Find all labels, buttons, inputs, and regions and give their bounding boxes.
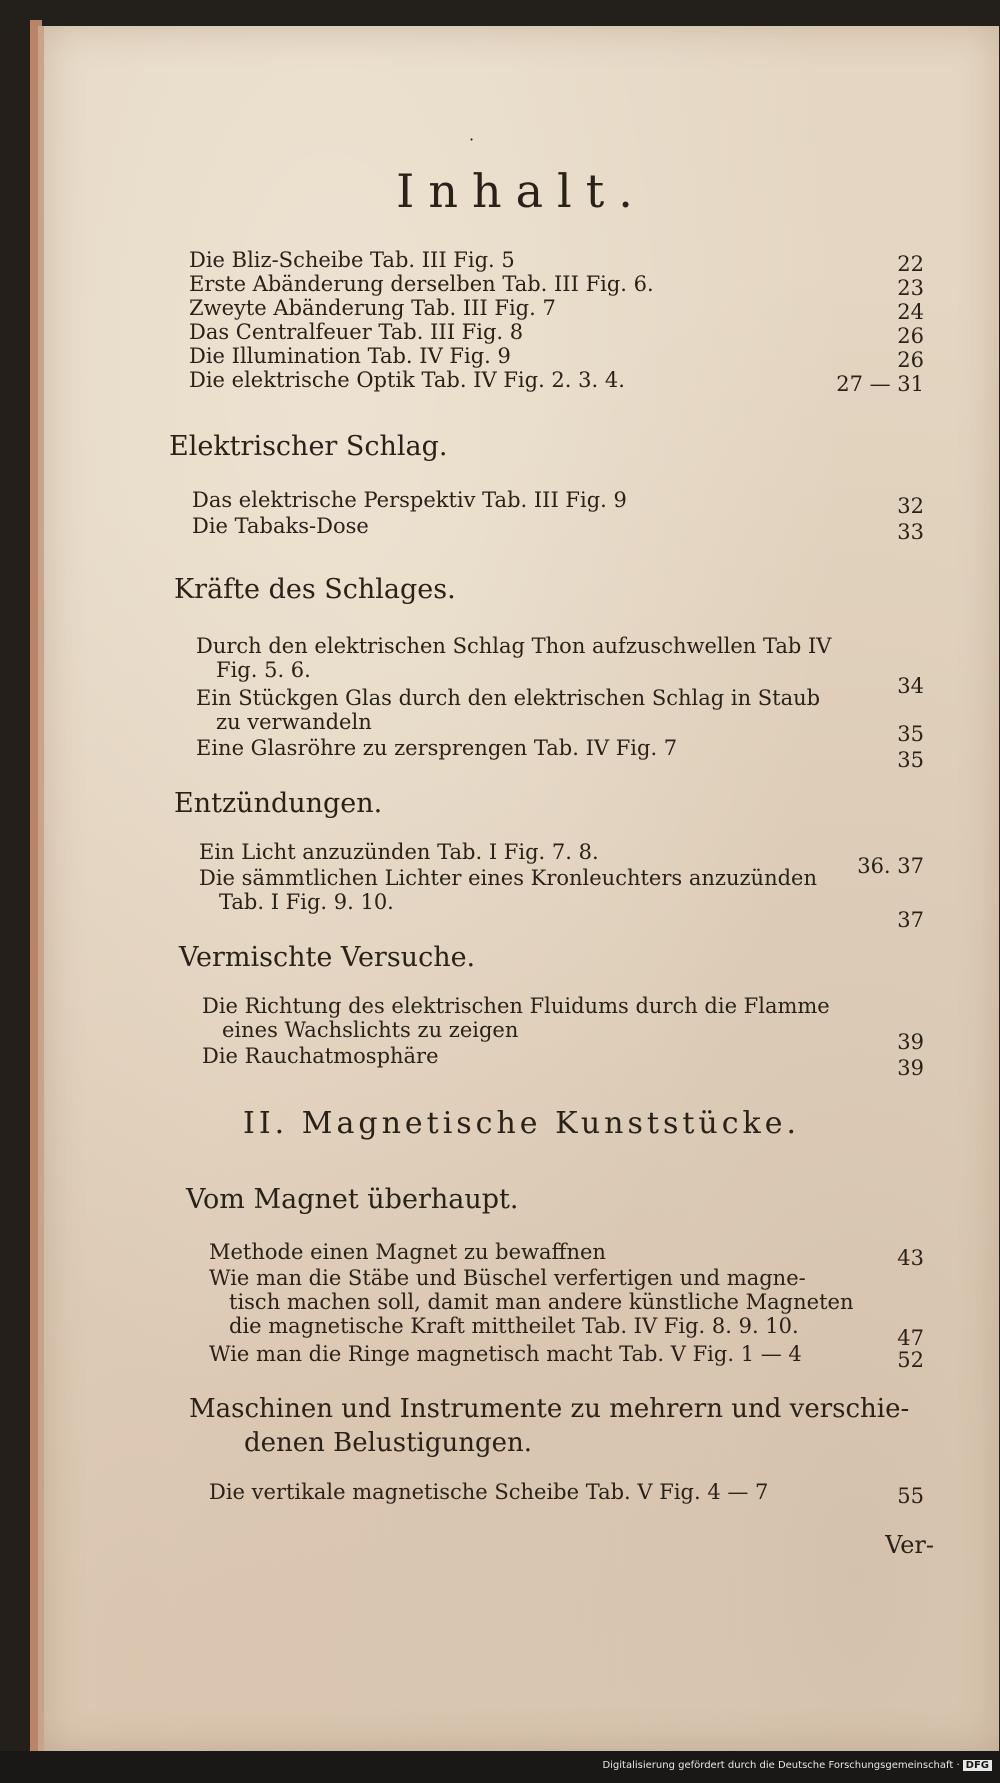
section-heading: Elektrischer Schlag.: [169, 431, 448, 462]
toc-entry: Erste Abänderung derselben Tab. III Fig. 6.: [189, 272, 654, 296]
toc-entry: Die Bliz-Scheibe Tab. III Fig. 5: [189, 248, 515, 272]
toc-entry: Zweyte Abänderung Tab. III Fig. 7: [189, 296, 556, 320]
toc-entry: Die Richtung des elektrischen Fluidums durch die Flamme: [202, 994, 830, 1018]
section-heading: Entzündungen.: [174, 788, 383, 819]
toc-entry-continuation: Tab. I Fig. 9. 10.: [219, 890, 394, 914]
printer-mark: ·: [469, 130, 475, 149]
toc-entry-continuation: tisch machen soll, damit man andere künstliche Magneten: [229, 1290, 854, 1314]
page-title: Inhalt.: [396, 164, 647, 218]
footer-credit: [602, 1760, 992, 1771]
section-heading-continuation: denen Belustigungen.: [244, 1428, 533, 1458]
toc-page-number: 23: [897, 276, 924, 300]
toc-page-number: 27 — 31: [836, 372, 924, 396]
catchword: Ver-: [885, 1531, 934, 1559]
toc-entry-continuation: eines Wachslichts zu zeigen: [222, 1018, 519, 1042]
toc-page-number: 37: [897, 908, 924, 932]
toc-page-number: 26: [897, 324, 924, 348]
section-heading: Kräfte des Schlages.: [174, 574, 456, 605]
toc-entry: Die Tabaks-Dose: [192, 514, 369, 538]
toc-page-number: 34: [897, 674, 924, 698]
toc-page-number: 55: [897, 1484, 924, 1508]
toc-entry: Eine Glasröhre zu zersprengen Tab. IV Fig. 7: [196, 736, 678, 760]
toc-page-number: 35: [897, 722, 924, 746]
toc-page-number: 22: [897, 252, 924, 276]
toc-entry: Die sämmtlichen Lichter eines Kronleuchters anzuzünden: [199, 866, 817, 890]
toc-page-number: 32: [897, 494, 924, 518]
toc-entry-continuation: Fig. 5. 6.: [216, 658, 311, 682]
toc-page-number: 52: [897, 1348, 924, 1372]
toc-entry-continuation: zu verwandeln: [216, 710, 372, 734]
toc-page-number: 26: [897, 348, 924, 372]
toc-entry: Ein Stückgen Glas durch den elektrischen Schlag in Staub: [196, 686, 821, 710]
toc-page-number: 35: [897, 748, 924, 772]
toc-page-number: 24: [897, 300, 924, 324]
toc-page-number: 39: [897, 1056, 924, 1080]
toc-page-number: 43: [897, 1246, 924, 1270]
toc-page-number: 33: [897, 520, 924, 544]
toc-entry: Ein Licht anzuzünden Tab. I Fig. 7. 8.: [199, 840, 599, 864]
toc-entry: Durch den elektrischen Schlag Thon aufzuschwellen Tab IV: [196, 634, 832, 658]
footer-credit-text: Digitalisierung gefördert durch die Deutsche Forschungsgemeinschaft ·: [602, 1760, 960, 1771]
toc-entry: Die Rauchatmosphäre: [202, 1044, 439, 1068]
toc-entry: Die vertikale magnetische Scheibe Tab. V Fig. 4 — 7: [209, 1480, 769, 1504]
toc-page-number: 39: [897, 1030, 924, 1054]
part-heading: II. Magnetische Kunststücke.: [242, 1106, 800, 1141]
toc-entry: Das Centralfeuer Tab. III Fig. 8: [189, 320, 524, 344]
toc-entry: Wie man die Stäbe und Büschel verfertigen und magne-: [209, 1266, 806, 1290]
toc-entry: Die Illumination Tab. IV Fig. 9: [189, 344, 511, 368]
section-heading: Vermischte Versuche.: [179, 942, 476, 973]
toc-entry-continuation: die magnetische Kraft mittheilet Tab. IV Fig. 8. 9. 10.: [229, 1314, 799, 1338]
toc-entry: Das elektrische Perspektiv Tab. III Fig. 9: [192, 488, 627, 512]
section-heading: Vom Magnet überhaupt.: [186, 1184, 519, 1215]
toc-entry: Die elektrische Optik Tab. IV Fig. 2. 3. 4.: [189, 368, 625, 392]
dfg-logo: DFG: [963, 1760, 992, 1771]
book-page: [38, 26, 999, 1751]
toc-page-number: 47: [897, 1326, 924, 1350]
toc-entry: Methode einen Magnet zu bewaffnen: [209, 1240, 606, 1264]
section-heading: Maschinen und Instrumente zu mehrern und verschie-: [189, 1394, 910, 1424]
toc-page-number: 36. 37: [857, 854, 924, 878]
toc-entry: Wie man die Ringe magnetisch macht Tab. V Fig. 1 — 4: [209, 1342, 802, 1366]
